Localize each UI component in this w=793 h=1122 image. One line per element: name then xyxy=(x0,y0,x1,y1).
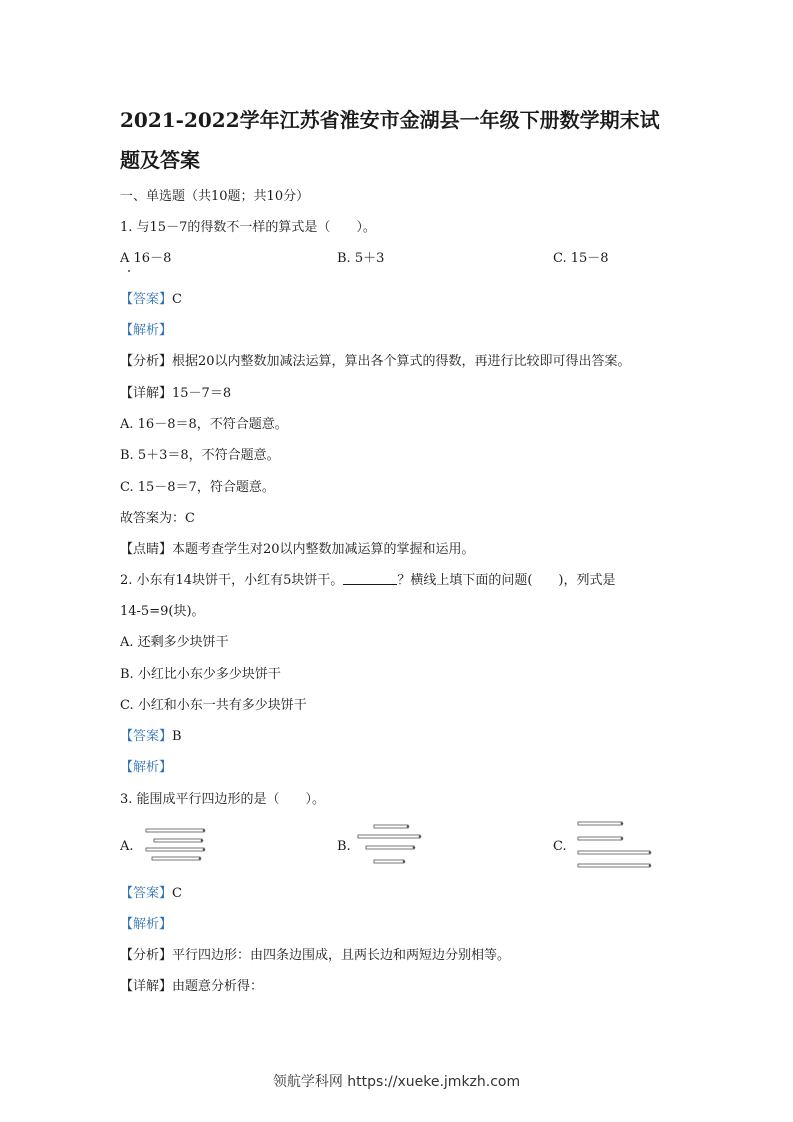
q1-option-a: A 16－8 xyxy=(120,251,172,266)
q3-stem: 3. 能围成平行四边形的是（ ）。 xyxy=(120,792,326,807)
q3-option-c-sticks xyxy=(570,818,660,872)
document-title-line1: 2021-2022学年江苏省淮安市金湖县一年级下册数学期末试 xyxy=(120,108,660,132)
section-heading: 一、单选题（共10题；共10分） xyxy=(120,189,310,204)
xiangjie-tag: 【详解】 xyxy=(120,979,173,994)
q2-stem-part1: 2. 小东有14块饼干，小红有5块饼干。 xyxy=(120,573,344,588)
answer-value: C xyxy=(172,886,182,901)
q2-blank-line xyxy=(343,572,397,585)
q2-option-c: C. 小红和小东一共有多少块饼干 xyxy=(120,698,307,713)
xiangjie-text: 由题意分析得： xyxy=(172,979,264,994)
q1-dianjing xyxy=(120,541,475,559)
q1-line-c: C. 15－8＝7，符合题意。 xyxy=(120,480,275,495)
q3-option-b-sticks xyxy=(352,822,432,868)
dianjing-tag: 【点睛】 xyxy=(120,542,173,557)
q2-stem-part2: ？横线上填下面的问题( )，列式是 xyxy=(397,573,616,588)
fenxi-text: 根据20以内整数加减法运算，算出各个算式的得数，再进行比较即可得出答案。 xyxy=(172,354,631,369)
xiangjie-tag: 【详解】 xyxy=(120,386,173,401)
answer-value: B xyxy=(172,729,182,744)
answer-tag: 【答案】 xyxy=(120,886,173,901)
fenxi-text: 平行四边形：由四条边围成，且两长边和两短边分别相等。 xyxy=(172,948,511,963)
q1-analysis-tag: 【解析】 xyxy=(120,323,173,338)
q3-option-c-label: C. xyxy=(553,839,567,854)
q1-answer xyxy=(120,291,182,309)
answer-value: C xyxy=(172,292,182,307)
dianjing-text: 本题考查学生对20以内整数加减运算的掌握和运用。 xyxy=(172,542,475,557)
q3-fenxi xyxy=(120,947,510,965)
q1-option-b: B. 5＋3 xyxy=(337,251,385,266)
q1-xiangjie xyxy=(120,385,231,403)
q1-conclusion: 故答案为：C xyxy=(120,511,195,526)
q2-option-a: A. 还剩多少块饼干 xyxy=(120,635,229,650)
q2-analysis-tag: 【解析】 xyxy=(120,760,173,775)
q1-stem: 1. 与15－7的得数不一样的算式是（ ）。 xyxy=(120,220,376,235)
q1-option-c: C. 15－8 xyxy=(553,251,609,266)
q3-option-b-label: B. xyxy=(337,839,351,854)
q3-answer xyxy=(120,885,182,903)
q3-analysis-tag: 【解析】 xyxy=(120,917,173,932)
answer-tag: 【答案】 xyxy=(120,729,173,744)
q3-xiangjie xyxy=(120,978,263,996)
q2-stem-formula: 14-5=9(块)。 xyxy=(120,604,205,619)
q1-line-b: B. 5＋3＝8，不符合题意。 xyxy=(120,448,280,463)
q3-option-a-label: A. xyxy=(120,839,134,854)
document-title-line2: 题及答案 xyxy=(120,148,200,172)
fenxi-tag: 【分析】 xyxy=(120,354,173,369)
q3-option-a-sticks xyxy=(140,826,220,866)
stray-dot xyxy=(128,270,130,272)
q2-option-b: B. 小红比小东少多少块饼干 xyxy=(120,667,281,682)
q1-fenxi xyxy=(120,353,631,371)
q2-answer xyxy=(120,728,182,746)
q1-line-a: A. 16－8＝8，不符合题意。 xyxy=(120,417,288,432)
footer-watermark: 领航学科网 https://xueke.jmkzh.com xyxy=(272,1074,521,1090)
q2-stem xyxy=(120,572,616,590)
answer-tag: 【答案】 xyxy=(120,292,173,307)
fenxi-tag: 【分析】 xyxy=(120,948,173,963)
xiangjie-text: 15－7＝8 xyxy=(172,386,232,401)
